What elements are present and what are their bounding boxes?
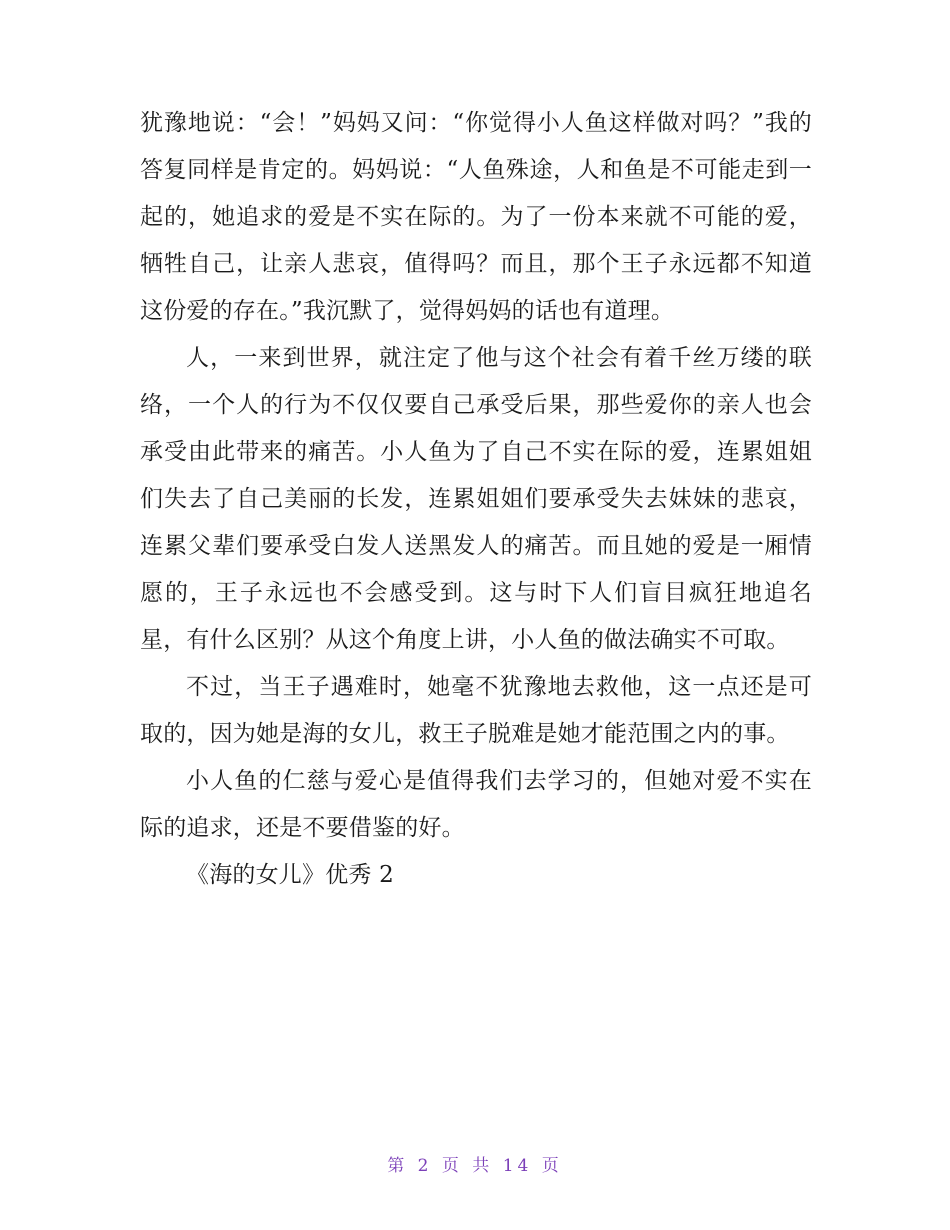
document-body: [140, 100, 812, 899]
page-number-footer: 第 2 页 共 14 页: [387, 1156, 563, 1176]
paragraph-1: 犹豫地说：“会！”妈妈又问：“你觉得小人鱼这样做对吗？”我的答复同样是肯定的。妈妈说：“人鱼殊途，人和鱼是不可能走到一起的，她追求的爱是不实在际的。为了一份本来就不可能的爱，牺牲自己，让亲人悲哀，值得吗？而且，那个王子永远都不知道这份爱的存在。”我沉默了，觉得妈妈的话也有道理。: [140, 110, 812, 324]
paragraph-4: 小人鱼的仁慈与爱心是值得我们去学习的，但她对爱不实在际的追求，还是不要借鉴的好。: [140, 768, 812, 841]
section-heading: 《海的女儿》优秀 2: [186, 862, 394, 888]
paragraph-2: 人，一来到世界，就注定了他与这个社会有着千丝万缕的联络，一个人的行为不仅仅要自己承受后果，那些爱你的亲人也会承受由此带来的痛苦。小人鱼为了自己不实在际的爱，连累姐姐们失去了自己美丽的长发，连累姐姐们要承受失去妹妹的悲哀，连累父辈们要承受白发人送黑发人的痛苦。而且她的爱是一厢情愿的，王子永远也不会感受到。这与时下人们盲目疯狂地追名星，有什么区别？从这个角度上讲，小人鱼的做法确实不可取。: [140, 345, 812, 653]
paragraph-3: 不过，当王子遇难时，她毫不犹豫地去救他，这一点还是可取的，因为她是海的女儿，救王子脱难是她才能范围之内的事。: [140, 674, 812, 747]
